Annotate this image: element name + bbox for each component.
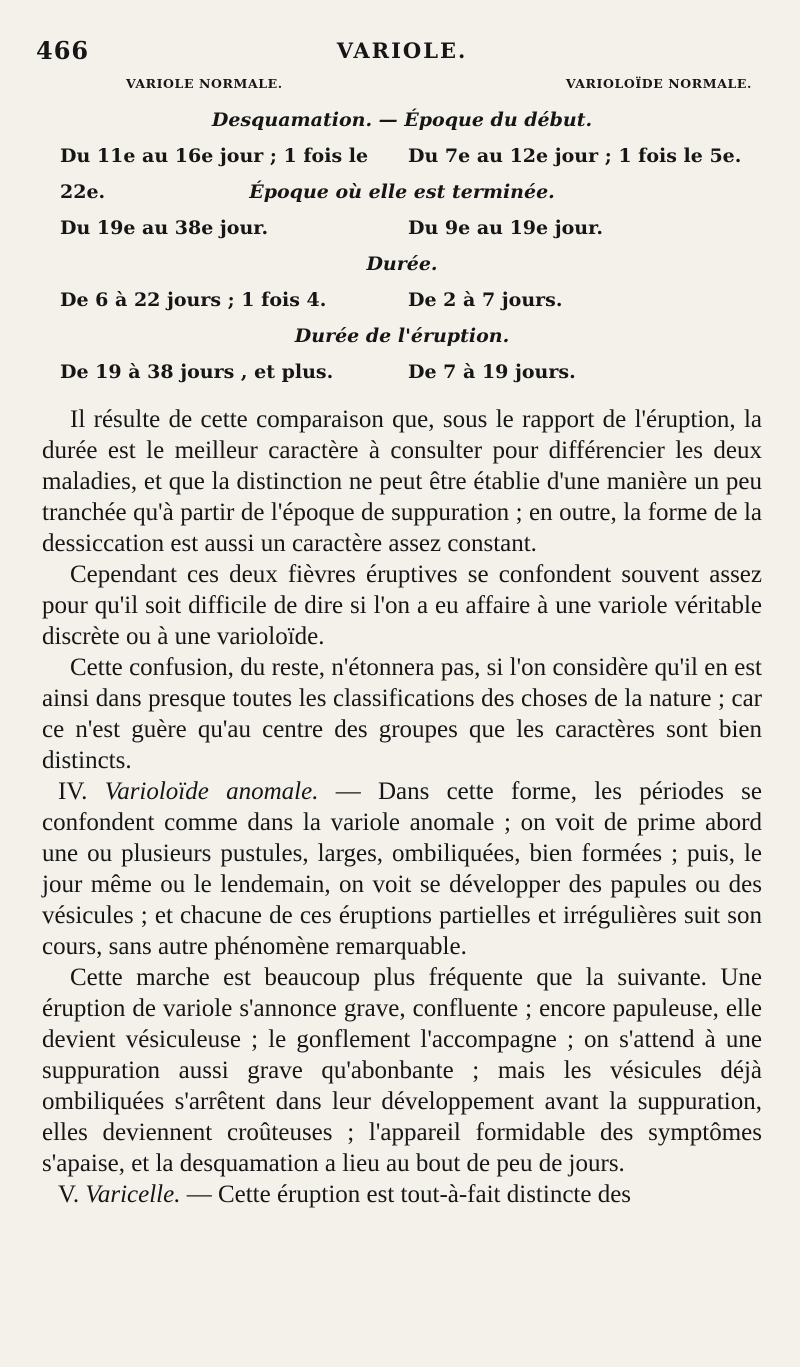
paragraph: Cette marche est beaucoup plus fréquente que la suivante. Une éruption de variole s'annonce grave, confluente ; encore papuleuse, elle devient vésiculeuse ; le gonflement l'accompagne ; on s'attend à une suppuration aussi grave qu'abonbante ; mais les vésicules déjà ombiliquées s'arrêtent dans leur développement avant la suppuration, elles deviennent croûteuses ; l'appareil formidable des symptômes s'apaise, et la desquamation a lieu au bout de peu de jours. [42,964,762,1177]
section-text: — Dans cette forme, les périodes se confondent comme dans la variole anomale ; on voit de prime abord une ou plusieurs pustules, larges, ombiliquées, bien formées ; puis, le jour même ou le lendemain, on voit se développer des papules ou des vésicules ; et chacune de ces éruptions partielles et irrégulières suit son cours, sans autre phénomène remarquable. [42,778,763,960]
table-section-heading: Durée. [366,253,438,275]
table-cell-left: Du 11e au 16e jour ; 1 fois le 22e. [60,145,369,203]
table-cell-right: Du 9e au 19e jour. [408,217,603,239]
column-headings [42,70,762,102]
table-cell-left: De 6 à 22 jours ; 1 fois 4. [60,289,327,311]
section-paragraph [42,1179,762,1210]
body-text [42,404,762,1210]
table-row [42,354,762,390]
section-title: Varicelle. [85,1181,181,1208]
section-paragraph [42,776,762,962]
paragraph: Cette confusion, du reste, n'étonnera pas, si l'on considère qu'il en est ainsi dans presque toutes les classifications des choses de la nature ; car ce n'est guère qu'au centre des groupes que les caractères sont bien distincts. [42,654,762,774]
paragraph: Il résulte de cette comparaison que, sous le rapport de l'éruption, la durée est le meilleur caractère à consulter pour différencier les deux maladies, et que la distinction ne peut être établie d'une manière un peu tranchée qu'à partir de l'époque de suppuration ; en outre, la forme de la dessiccation est aussi un caractère assez constant. [42,406,762,557]
column-heading-left: VARIOLE NORMALE. [126,76,283,91]
table-cell-right: Du 7e au 12e jour ; 1 fois le 5e. [408,145,742,167]
table-section-heading: Époque où elle est terminée. [249,181,555,203]
page-number: 466 [36,36,90,65]
section-number: V. [58,1181,80,1208]
table-cell-right: De 2 à 7 jours. [408,289,563,311]
column-heading-right: VARIOLOÏDE NORMALE. [565,76,752,91]
table-cell-left: De 19 à 38 jours , et plus. [60,361,334,383]
table-cell-left: Du 19e au 38e jour. [60,217,269,239]
section-title: Varioloïde anomale. [104,778,319,805]
table-row [42,210,762,246]
table-cell-right: De 7 à 19 jours. [408,361,576,383]
section-number: IV. [58,778,88,805]
running-title: VARIOLE. [336,38,468,63]
section-text: — Cette éruption est tout-à-fait distincte des [180,1181,632,1208]
table-section-heading: Durée de l'éruption. [294,325,510,347]
table-row [42,282,762,318]
comparison-table [42,102,762,390]
running-header [36,30,762,70]
table-section-heading: Desquamation. — Époque du début. [211,109,593,131]
paragraph: Cependant ces deux fièvres éruptives se confondent souvent assez pour qu'il soit difficile de dire si l'on a eu affaire à une variole véritable discrète ou à une varioloïde. [42,561,762,650]
